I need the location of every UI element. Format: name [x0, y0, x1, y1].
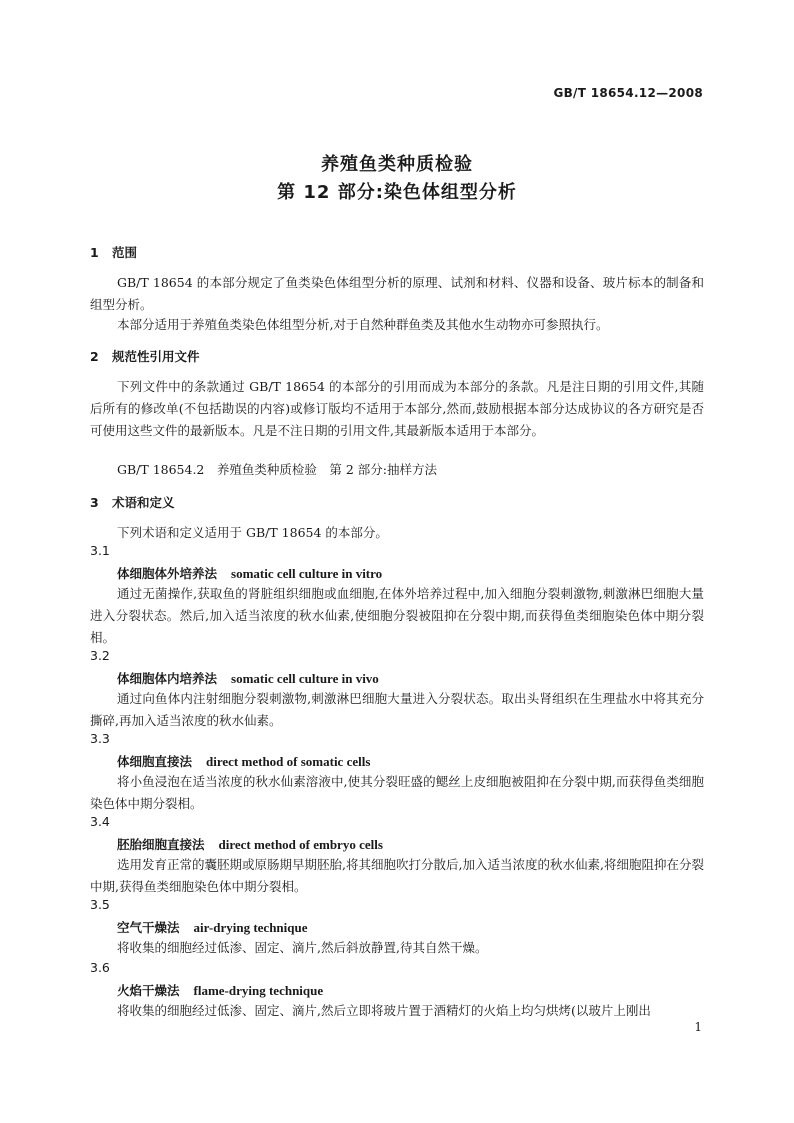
term-number: 3.2 — [90, 648, 110, 663]
section-title: 术语和定义 — [112, 495, 175, 510]
document-subtitle: 第 12 部分:染色体组型分析 — [277, 182, 517, 203]
section-title: 范围 — [112, 245, 138, 260]
term-chinese: 火焰干燥法 — [117, 983, 180, 998]
paragraph: 下列术语和定义适用于 GB/T 18654 的本部分。 — [117, 525, 388, 540]
section-heading-references — [90, 347, 200, 365]
term-number: 3.4 — [90, 814, 110, 829]
term-chinese: 体细胞体外培养法 — [117, 566, 218, 581]
section-number: 2 — [90, 349, 99, 364]
term-title — [117, 669, 379, 687]
term-number: 3.3 — [90, 731, 110, 746]
term-english: somatic cell culture in vitro — [231, 566, 383, 581]
term-definition: 将收集的细胞经过低渗、固定、滴片,然后立即将玻片置于酒精灯的火焰上均匀烘烤(以玻片上刚出 — [117, 1003, 651, 1018]
term-english: air-drying technique — [193, 920, 308, 935]
paragraph: 本部分适用于养殖鱼类染色体组型分析,对于自然种群鱼类及其他水生动物亦可参照执行。 — [117, 317, 609, 332]
section-number: 3 — [90, 495, 99, 510]
term-number: 3.5 — [90, 897, 110, 912]
term-title — [117, 981, 323, 999]
term-definition: 通过向鱼体内注射细胞分裂刺激物,刺激淋巴细胞大量进入分裂状态。取出头肾组织在生理盐水中将其充分撕碎,再加入适当浓度的秋水仙素。 — [90, 691, 704, 728]
term-english: direct method of embryo cells — [218, 837, 383, 852]
term-english: direct method of somatic cells — [206, 754, 371, 769]
section-title: 规范性引用文件 — [112, 349, 200, 364]
standard-code: GB/T 18654.12—2008 — [553, 86, 703, 100]
section-heading-scope — [90, 243, 137, 261]
term-number: 3.1 — [90, 543, 110, 558]
section-heading-terms — [90, 493, 175, 511]
paragraph: GB/T 18654 的本部分规定了鱼类染色体组型分析的原理、试剂和材料、仪器和设备、玻片标本的制备和组型分析。 — [90, 275, 704, 312]
term-title — [117, 564, 382, 582]
section-number: 1 — [90, 245, 99, 260]
term-definition: 将收集的细胞经过低渗、固定、滴片,然后斜放静置,待其自然干燥。 — [117, 940, 488, 955]
term-number: 3.6 — [90, 960, 110, 975]
term-title — [117, 835, 383, 853]
term-chinese: 胚胎细胞直接法 — [117, 837, 205, 852]
term-chinese: 空气干燥法 — [117, 920, 180, 935]
paragraph: 下列文件中的条款通过 GB/T 18654 的本部分的引用而成为本部分的条款。凡是注日期的引用文件,其随后所有的修改单(不包括勘误的内容)或修订版均不适用于本部分,然而,鼓励根据本部分达成协议的各方研究是否可使用这些文件的最新版本。凡是不注日期的引用文件,其最新版本适用于本部分。 — [90, 379, 704, 438]
term-english: flame-drying technique — [193, 983, 324, 998]
term-title — [117, 752, 370, 770]
term-definition: 通过无菌操作,获取鱼的肾脏组织细胞或血细胞,在体外培养过程中,加入细胞分裂刺激物,刺激淋巴细胞大量进入分裂状态。然后,加入适当浓度的秋水仙素,使细胞分裂被阻抑在分裂中期,而获得鱼类细胞染色体中期分裂相。 — [90, 586, 704, 645]
term-title — [117, 918, 308, 936]
term-chinese: 体细胞体内培养法 — [117, 671, 218, 686]
term-chinese: 体细胞直接法 — [117, 754, 193, 769]
reference-item: GB/T 18654.2 养殖鱼类种质检验 第 2 部分:抽样方法 — [117, 462, 437, 477]
page-number: 1 — [694, 1020, 702, 1034]
term-definition: 将小鱼浸泡在适当浓度的秋水仙素溶液中,使其分裂旺盛的鳃丝上皮细胞被阻抑在分裂中期,而获得鱼类细胞染色体中期分裂相。 — [90, 774, 704, 811]
term-definition: 选用发育正常的囊胚期或原肠期早期胚胎,将其细胞吹打分散后,加入适当浓度的秋水仙素,将细胞阻抑在分裂中期,获得鱼类细胞染色体中期分裂相。 — [90, 857, 704, 894]
document-title: 养殖鱼类种质检验 — [321, 154, 473, 175]
term-english: somatic cell culture in vivo — [231, 671, 379, 686]
